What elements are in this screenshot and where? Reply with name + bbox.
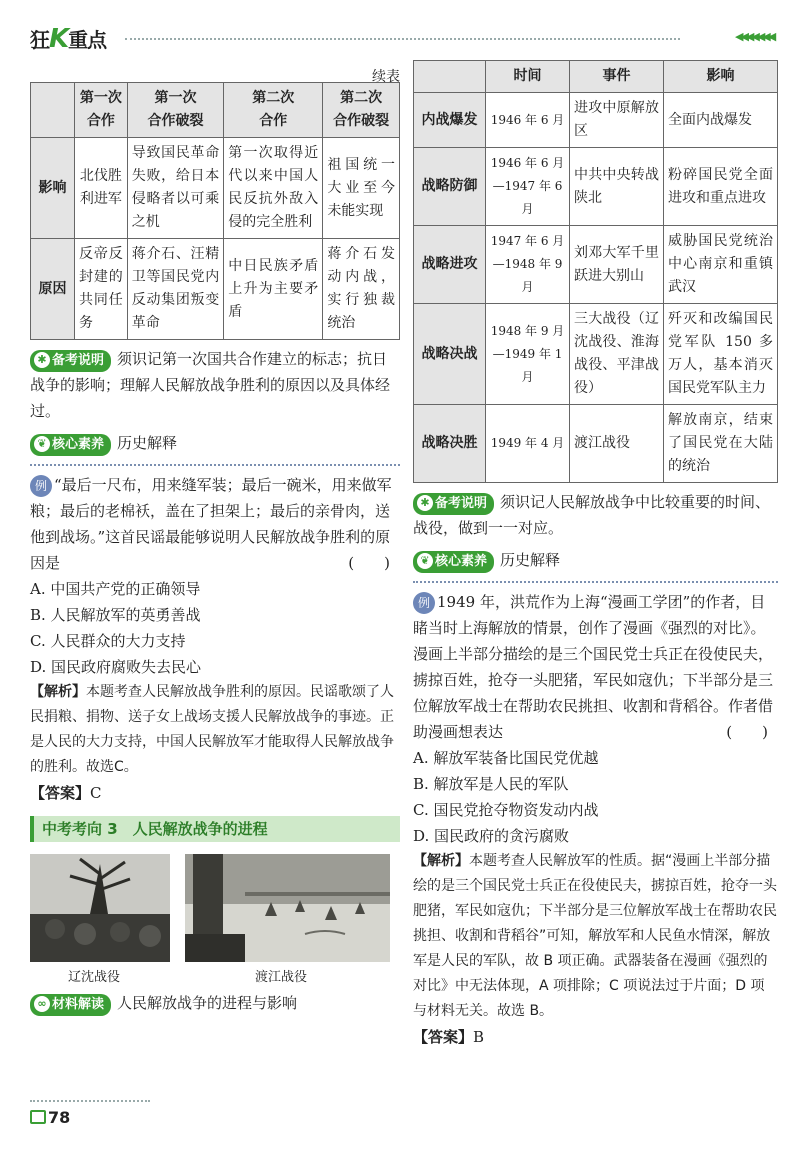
header-arrows-icon: ◀◀◀◀◀◀◀ [735,30,774,43]
table-cell: 1947 年 6 月—1948 年 9 月 [486,226,570,304]
table-corner [414,61,486,93]
header-divider [125,38,680,40]
row-label: 内战爆发 [414,93,486,148]
table-header: 第一次 合作破裂 [127,83,224,138]
book-icon [30,1110,46,1124]
row-label: 原因 [31,239,75,340]
example-question [413,581,778,745]
table-header: 第一次 合作 [75,83,128,138]
analysis-text: 本题考查人民解放战争胜利的原因。民谣歌颂了人民捐粮、捐物、送子女上战场支援人民解放战争的事迹。正是人民的大力支持，中国人民解放军才能取得人民解放战争的胜利。故选C。 [30,684,394,775]
photo-row [30,854,400,984]
example-icon: 例 [413,592,435,614]
row-label: 影响 [31,138,75,239]
example-icon: 例 [30,475,52,497]
option-d: D. 国民政府的贪污腐败 [413,827,570,845]
table-cell: 第一次取得近代以来中国人民反抗外敌入侵的完全胜利 [224,138,323,239]
row-label: 战略防御 [414,148,486,226]
material-note [30,990,400,1016]
row-label: 战略进攻 [414,226,486,304]
table-cell: 反帝反封建的共同任务 [75,239,128,340]
table-row [414,304,778,405]
row-label: 战略决胜 [414,405,486,483]
table-header: 第二次 合作 [224,83,323,138]
table-cell: 北伐胜利进军 [75,138,128,239]
table-cell: 祖国统一大业至今未能实现 [323,138,400,239]
option-a: A. 解放军装备比国民党优越 [413,749,599,767]
exam-note-tag: ✱ 备考说明 [30,350,111,372]
table-row [414,148,778,226]
section-title: 中考考向 3 人民解放战争的进程 [30,816,400,842]
table-cell: 1948 年 9 月—1949 年 1 月 [486,304,570,405]
dujiang-photo [185,854,390,962]
continued-label: 续表 [372,69,400,85]
core-literacy-tag: ❦ 核心素养 [413,551,494,573]
option-c: C. 人民群众的大力支持 [30,632,186,650]
brand-logo: 狂K重点 [30,24,107,54]
table-cell: 歼灭和改编国民党军队 150 多万人，基本消灭国民党军队主力 [664,304,778,405]
photo2-caption: 渡江战役 [255,970,308,985]
page-number: 78 [30,1108,78,1130]
example-question [30,464,400,576]
table-row [414,226,778,304]
table-cell: 威胁国民党统治中心南京和重镇武汉 [664,226,778,304]
answer [30,780,400,806]
table-cell: 1949 年 4 月 [486,405,570,483]
table-row [31,138,400,239]
table-cell: 进攻中原解放区 [570,93,664,148]
exam-note-text: 须识记第一次国共合作建立的标志；抗日战争的影响；理解人民解放战争胜利的原因以及具体经过。 [30,350,391,420]
cooperation-table [30,82,400,340]
table-cell: 1946 年 6 月 [486,93,570,148]
exam-note [30,346,400,424]
table-cell: 渡江战役 [570,405,664,483]
war-process-table [413,60,778,483]
table-cell: 中日民族矛盾上升为主要矛盾 [224,239,323,340]
row-label: 战略决战 [414,304,486,405]
answer-value: C [90,784,102,802]
option-d: D. 国民政府腐败失去民心 [30,658,202,676]
answer [413,1024,778,1050]
left-column [30,60,400,1016]
analysis-label: 【解析】 [30,684,86,700]
answer-bracket: ( ) [348,554,390,572]
analysis-label: 【解析】 [413,853,469,869]
core-literacy-text: 历史解释 [500,551,561,569]
table-cell: 三大战役（辽沈战役、淮海战役、平津战役） [570,304,664,405]
question-text: 1949 年，洪荒作为上海“漫画工学团”的作者，目睹当时上海解放的情景，创作了漫画《强烈的对比》。漫画上半部分描绘的是三个国民党士兵正在役使民夫，掳掠百姓，抢夺一头肥猪，军民如寇仇；下半部分是三位解放军战士在帮助农民挑担、收割和背稻谷。作者借助漫画想表达 [413,593,774,741]
liaoshen-photo-image [30,854,170,962]
table-row [31,239,400,340]
answer-label: 【答案】 [413,1028,474,1046]
table-cell: 1946 年 6 月—1947 年 6 月 [486,148,570,226]
table-cell: 中共中央转战陕北 [570,148,664,226]
table-cell: 蒋介石发动内战，实行独裁统治 [323,239,400,340]
table-cell: 解放南京，结束了国民党在大陆的统治 [664,405,778,483]
table-header: 第二次 合作破裂 [323,83,400,138]
option-a: A. 中国共产党的正确领导 [30,580,201,598]
exam-note [413,489,778,541]
exam-note-text: 须识记人民解放战争中比较重要的时间、战役，做到一一对应。 [413,493,771,537]
link-icon: ∞ [34,996,50,1012]
dujiang-photo-image [185,854,390,962]
lightbulb-icon: ✱ [417,495,433,511]
table-header: 影响 [664,61,778,93]
right-column [413,60,778,1050]
table-corner [31,83,75,138]
table-cell: 全面内战爆发 [664,93,778,148]
core-literacy [30,430,400,456]
analysis [30,680,400,780]
material-tag: ∞ 材料解读 [30,994,111,1016]
answer-bracket: ( ) [726,723,768,741]
table-cell: 粉碎国民党全面进攻和重点进攻 [664,148,778,226]
table-cell: 导致国民革命失败，给日本侵略者以可乘之机 [127,138,224,239]
table-header: 时间 [486,61,570,93]
material-text: 人民解放战争的进程与影响 [117,994,298,1012]
table-row [414,405,778,483]
option-b: B. 解放军是人民的军队 [413,775,569,793]
analysis-text: 本题考查人民解放军的性质。据“漫画上半部分描绘的是三个国民党士兵正在役使民夫，掳掠百姓，抢夺一头肥猪，军民如寇仇；下半部分是三位解放军战士在帮助农民挑担、收割和背稻谷”可知，解放军和人民鱼水情深，解放军是人民的军队，故 B 项正确。武器装备在漫画《强烈的对比》中无法体现，A 项排除；C 项说法过于片面；D 项与材料无关。故选 B。 [413,853,777,1019]
table-header: 事件 [570,61,664,93]
answer-label: 【答案】 [30,784,91,802]
analysis [413,849,778,1024]
leaf-icon: ❦ [417,553,433,569]
table-row [414,93,778,148]
option-b: B. 人民解放军的英勇善战 [30,606,201,624]
core-literacy-text: 历史解释 [117,434,178,452]
lightbulb-icon: ✱ [34,352,50,368]
core-literacy [413,547,778,573]
option-c: C. 国民党抢夺物资发动内战 [413,801,599,819]
footer-divider [30,1100,150,1102]
photo1-caption: 辽沈战役 [68,970,121,985]
question-text: “最后一尺布，用来缝军装；最后一碗米，用来做军粮；最后的老棉袄，盖在了担架上；最后的亲骨肉，送他到战场。”这首民谣最能够说明人民解放战争胜利的原因是 [30,476,392,572]
page-header [0,0,800,60]
leaf-icon: ❦ [34,436,50,452]
core-literacy-tag: ❦ 核心素养 [30,434,111,456]
answer-value: B [473,1028,485,1046]
table-cell: 蒋介石、汪精卫等国民党内反动集团叛变革命 [127,239,224,340]
table-cell: 刘邓大军千里跃进大别山 [570,226,664,304]
exam-note-tag: ✱ 备考说明 [413,493,494,515]
liaoshen-photo [30,854,170,962]
